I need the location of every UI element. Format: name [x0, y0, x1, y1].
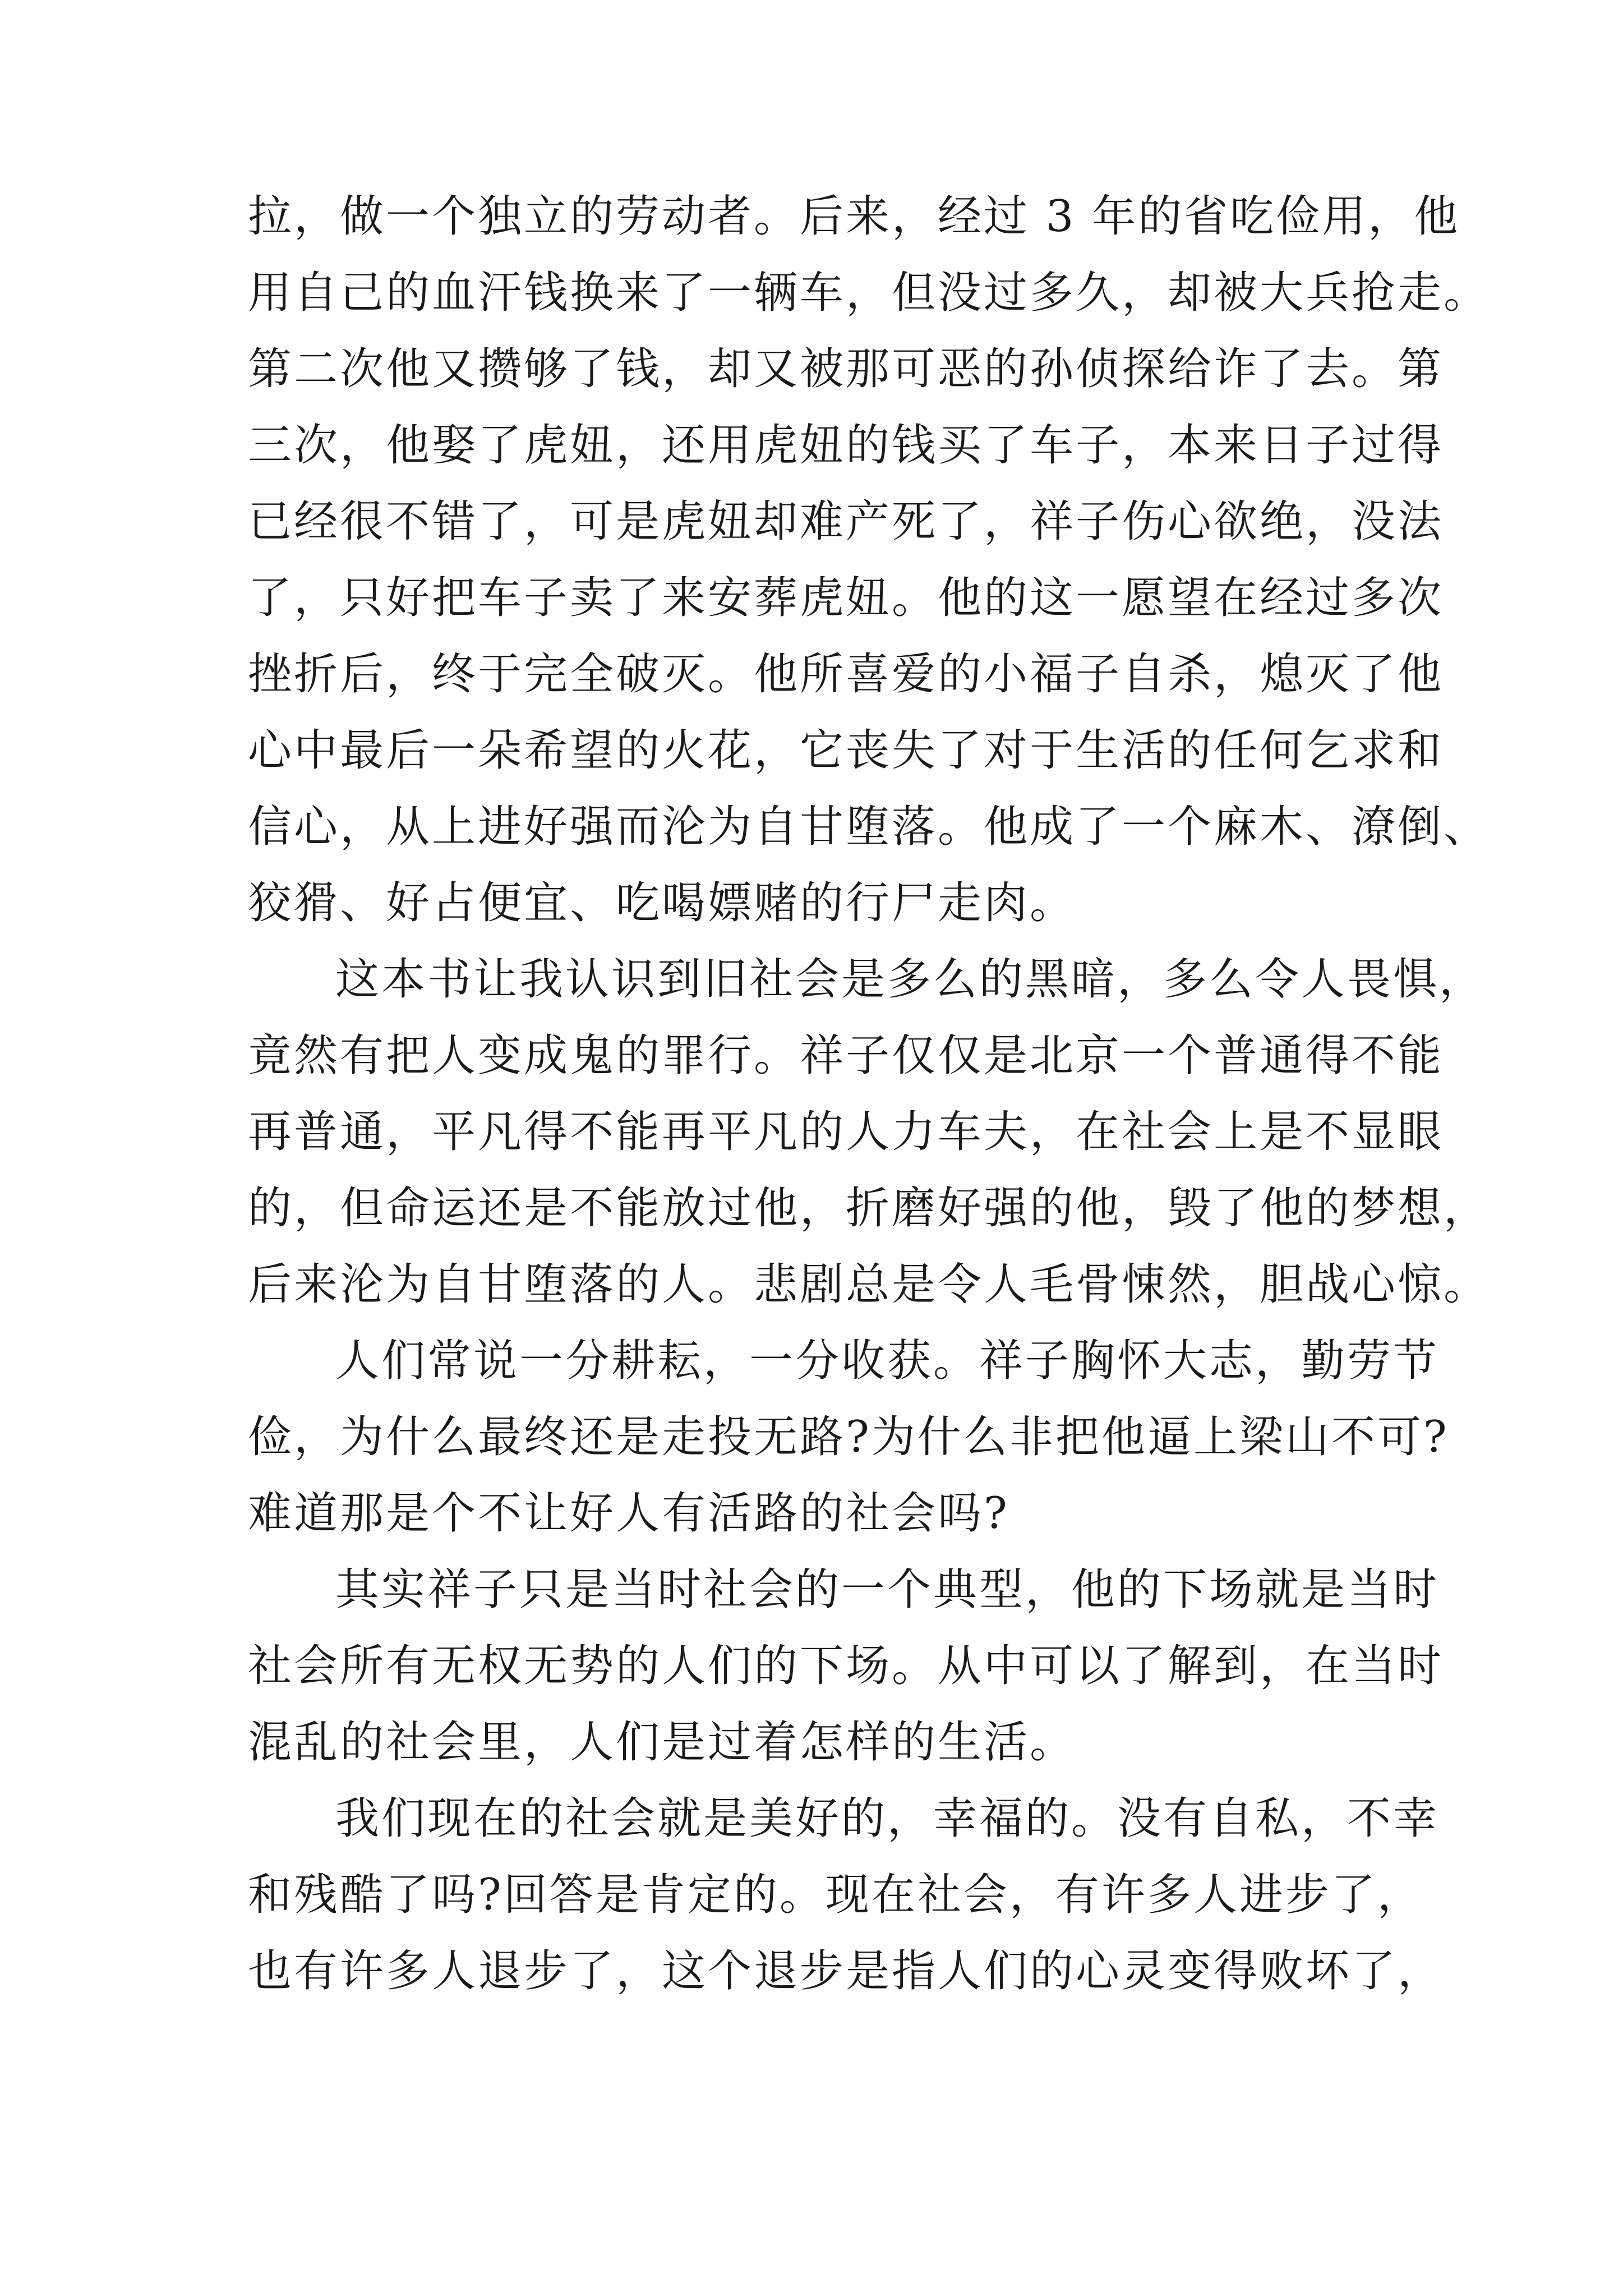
body-text: [248, 178, 1490, 2009]
text-line: 难道那是个不让好人有活路的社会吗?: [248, 1488, 1009, 1539]
text-line: 拉，做一个独立的劳动者。后来，经过 3 年的省吃俭用，他: [248, 191, 1460, 242]
paragraph-start-line: 人们常说一分耕耘，一分收获。祥子胸怀大志，勤劳节: [335, 1336, 1440, 1386]
text-line: 信心，从上进好强而沦为自甘堕落。他成了一个麻木、潦倒、: [248, 802, 1490, 852]
text-line: 俭，为什么最终还是走投无路?为什么非把他逼上梁山不可?: [248, 1412, 1449, 1462]
text-line: 三次，他娶了虎妞，还用虎妞的钱买了车子，本来日子过得: [248, 420, 1444, 471]
text-line: 已经很不错了，可是虎妞却难产死了，祥子伤心欲绝，没法: [248, 496, 1444, 547]
text-line: 心中最后一朵希望的火花，它丧失了对于生活的任何乞求和: [248, 725, 1444, 776]
text-line: 的，但命运还是不能放过他，折磨好强的他，毁了他的梦想，: [248, 1183, 1490, 1234]
paragraph-start-line: 我们现在的社会就是美好的，幸福的。没有自私，不幸: [335, 1793, 1440, 1844]
text-line: 社会所有无权无势的人们的下场。从中可以了解到，在当时: [248, 1641, 1444, 1691]
text-line: 竟然有把人变成鬼的罪行。祥子仅仅是北京一个普通得不能: [248, 1030, 1444, 1081]
text-line: 狡猾、好占便宜、吃喝嫖赌的行尸走肉。: [248, 878, 1076, 928]
text-line: 和残酷了吗?回答是肯定的。现在社会，有许多人进步了，: [248, 1870, 1423, 1920]
paragraph-start-line: 其实祥子只是当时社会的一个典型，他的下场就是当时: [335, 1565, 1440, 1615]
text-line: 混乱的社会里，人们是过着怎样的生活。: [248, 1717, 1076, 1768]
text-line: 第二次他又攒够了钱，却又被那可恶的孙侦探给诈了去。第: [248, 344, 1444, 394]
text-line: 后来沦为自甘堕落的人。悲剧总是令人毛骨悚然，胆战心惊。: [248, 1259, 1490, 1310]
text-line: 也有许多人退步了，这个退步是指人们的心灵变得败坏了，: [248, 1946, 1444, 1996]
text-line: 挫折后，终于完全破灭。他所喜爱的小福子自杀，熄灭了他: [248, 649, 1444, 700]
text-line: 了，只好把车子卖了来安葬虎妞。他的这一愿望在经过多次: [248, 573, 1444, 623]
paragraph-start-line: 这本书让我认识到旧社会是多么的黑暗，多么令人畏惧，: [335, 954, 1486, 1005]
text-line: 再普通，平凡得不能再平凡的人力车夫，在社会上是不显眼: [248, 1107, 1444, 1157]
text-line: 用自己的血汗钱换来了一辆车，但没过多久，却被大兵抢走。: [248, 268, 1490, 318]
